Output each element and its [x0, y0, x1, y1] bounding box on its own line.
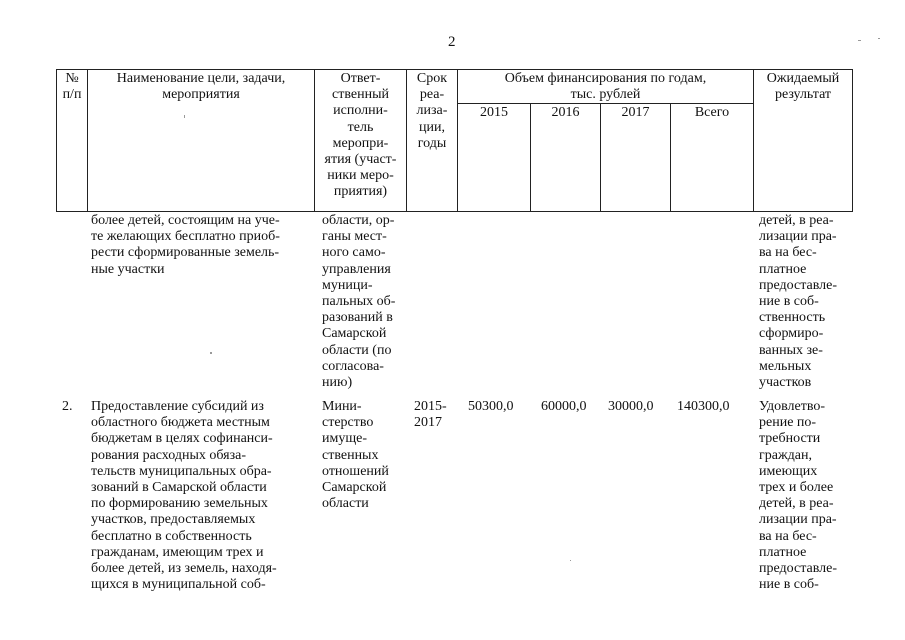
header-result: Ожидаемый результат — [766, 71, 840, 103]
scan-speck — [210, 352, 212, 354]
continuation-name: более детей, состоящим на уче- те желающих бесплатно приоб- рести сформированные земель- ные участки — [91, 213, 280, 277]
scan-speck — [878, 38, 880, 39]
scan-speck — [570, 560, 571, 561]
table-top-border — [56, 69, 853, 70]
header-executor: Ответ- ственный исполни- тель меропри- ятия (участ- ники меро- приятия) — [324, 71, 397, 200]
header-2016: 2016 — [551, 105, 580, 120]
header-term: Срок реа- лиза- ции, годы — [416, 71, 448, 151]
header-bottom-border — [56, 211, 853, 212]
header-funding: Объем финансирования по годам, тыс. рублей — [504, 71, 707, 103]
header-2015: 2015 — [480, 105, 508, 120]
row2-total: 140300,0 — [677, 399, 730, 414]
row2-result: Удовлетво- рение по- требности граждан, имеющих трех и более детей, в реа- лизации пра- ва на бес- платное предоставле- ние в соб- — [759, 399, 837, 593]
scan-speck — [858, 40, 861, 41]
border-right — [852, 69, 853, 211]
row2-name: Предоставление субсидий из областного бюджета местным бюджетам в целях софинанси- рования расходных обяза- тельств муниципальных обра- зований в Самарской области по формированию земельных участков, предоставляемых бесплатно в собственность гражданам, имеющим трех и более детей, из земель, находя- щихся в муниципальной соб- — [91, 399, 277, 593]
row2-2016: 60000,0 — [541, 399, 587, 414]
header-name: Наименование цели, задачи, мероприятия — [116, 71, 286, 103]
header-num: № п/п — [62, 71, 82, 103]
continuation-result: детей, в реа- лизации пра- ва на бес- платное предоставле- ние в соб- ственность сформиро- ванных зе- мельных участков — [759, 213, 837, 391]
page-number: 2 — [448, 34, 456, 50]
header-2017: 2017 — [621, 105, 650, 120]
row2-executor: Мини- стерство имуще- ственных отношений Самарской области — [322, 399, 389, 512]
row2-2015: 50300,0 — [468, 399, 514, 414]
row2-term: 2015- 2017 — [414, 399, 447, 431]
row2-num: 2. — [62, 399, 73, 414]
scan-speck — [184, 115, 185, 118]
row2-2017: 30000,0 — [608, 399, 654, 414]
continuation-executor: области, ор- ганы мест- ного само- управления муници- пальных об- разований в Самарской области (по согласова- нию) — [322, 213, 396, 391]
header-total: Всего — [694, 105, 730, 120]
